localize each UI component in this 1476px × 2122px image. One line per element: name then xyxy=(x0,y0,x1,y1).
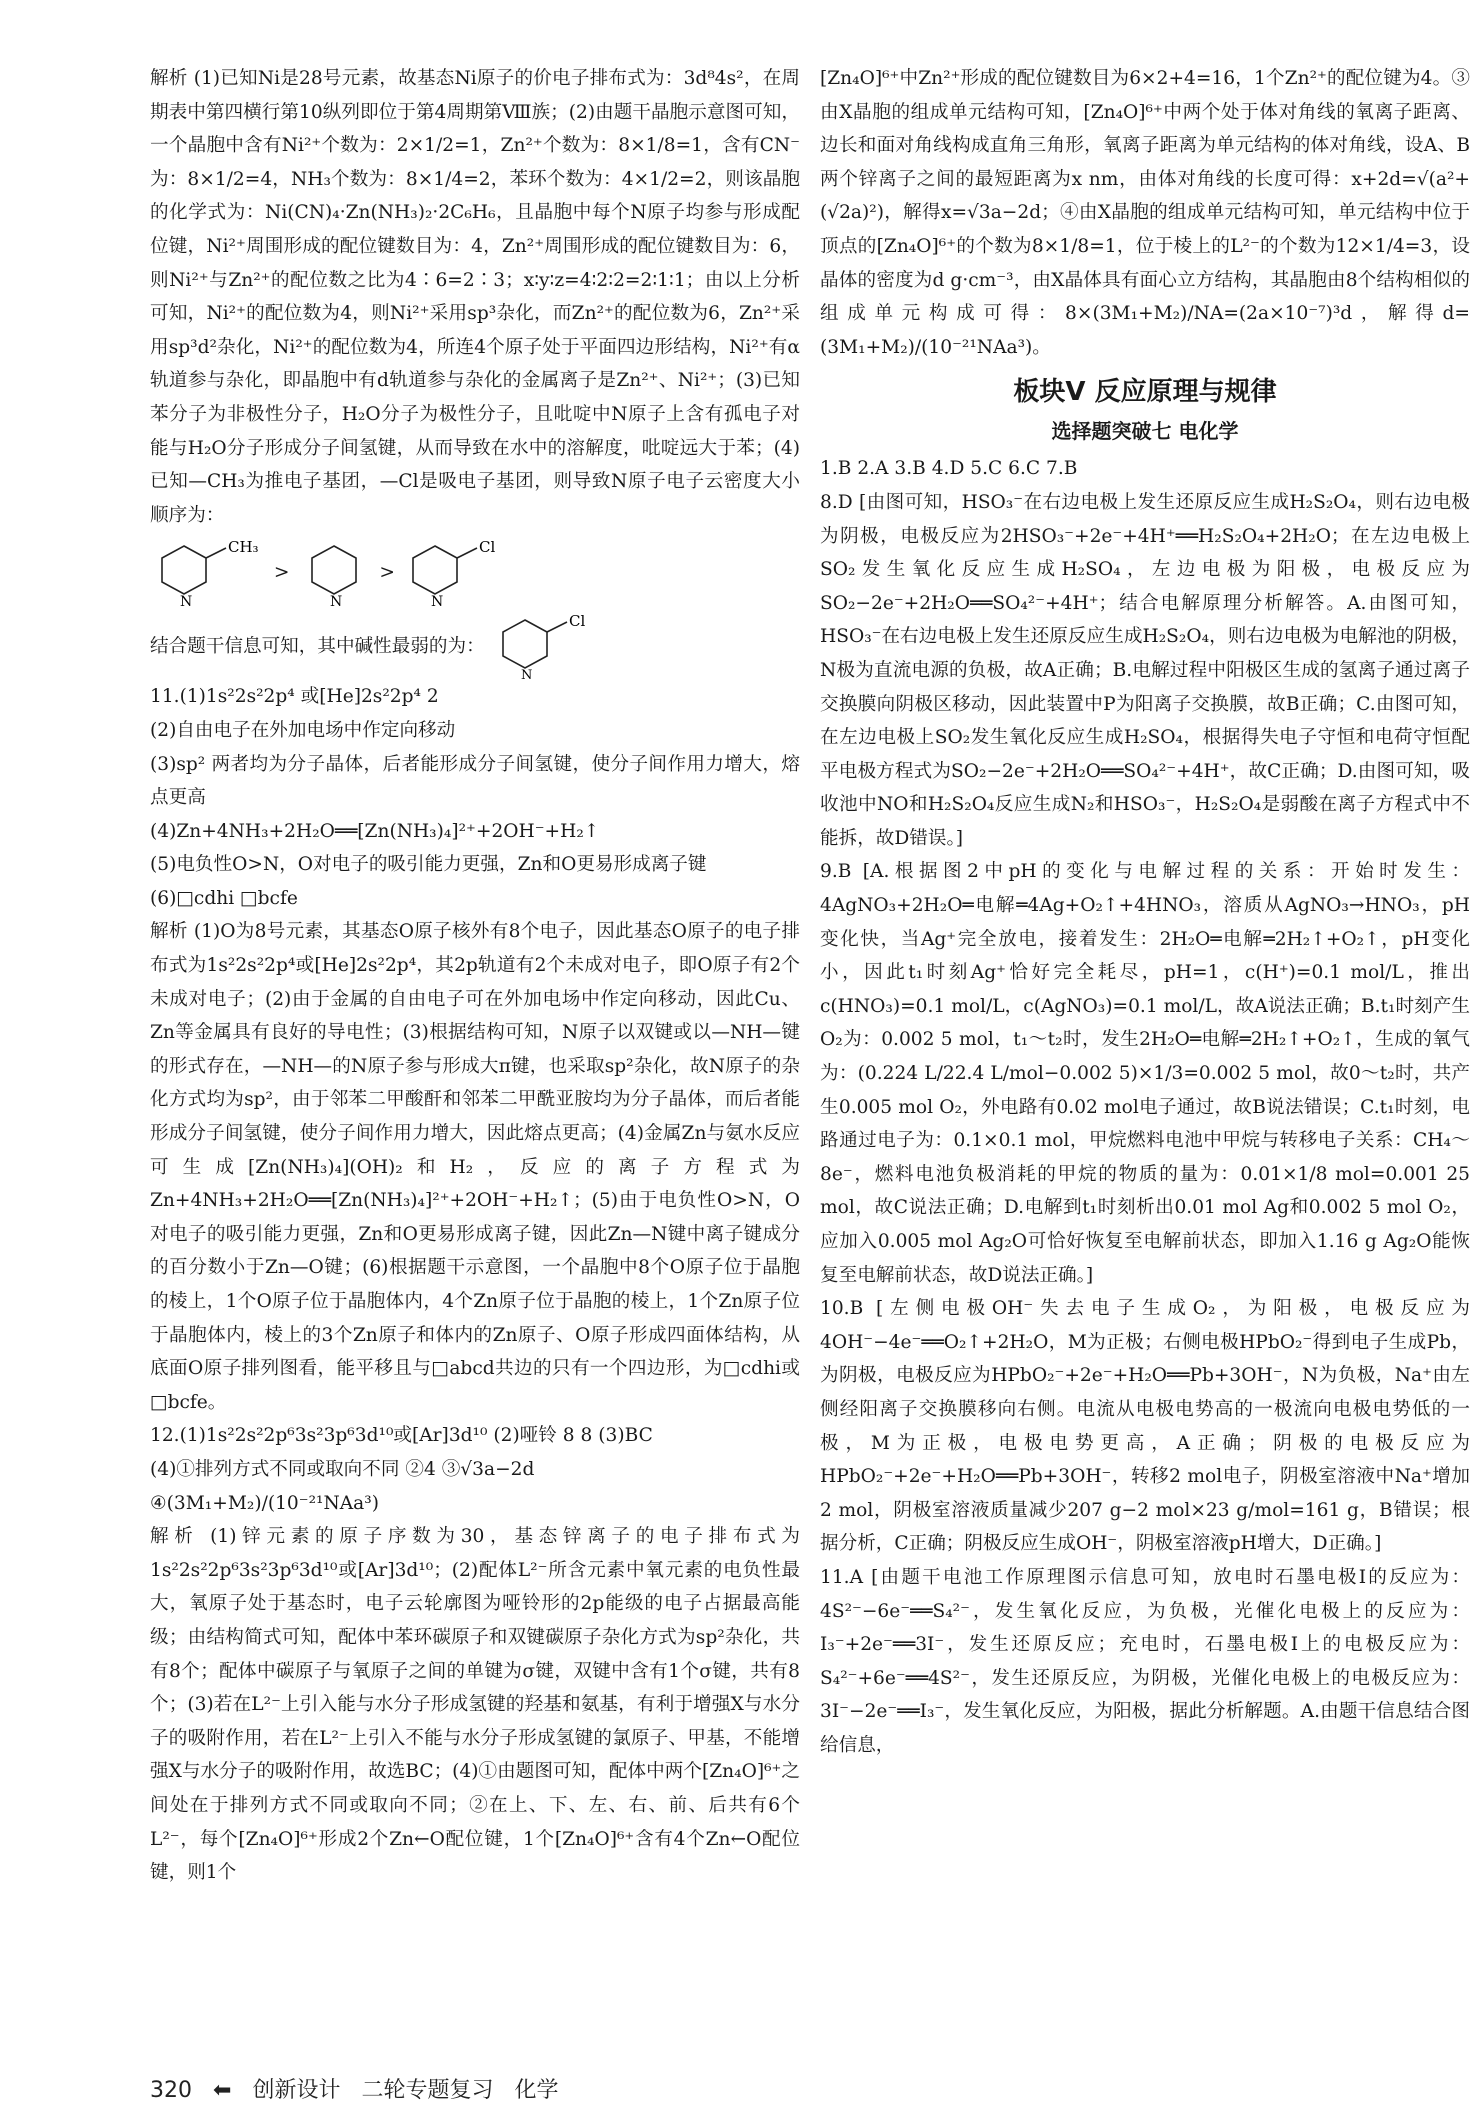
svg-text:Cl: Cl xyxy=(568,614,585,631)
weakest-base-line: 结合题干信息可知，其中碱性最弱的为： Cl N xyxy=(150,614,800,680)
answer-11-1: 11.(1)1s²2s²2p⁴ 或[He]2s²2p⁴ 2 xyxy=(150,686,439,708)
analysis-12-paragraph: 解析 (1)锌元素的原子序数为30，基态锌离子的电子排布式为1s²2s²2p⁶3s²3p⁶3d¹⁰或[Ar]3d¹⁰；(2)配体L²⁻所含元素中氧元素的电负性最大，氧原子处于基态时，电子云轮廓图为哑铃形的2p能级的电子占据最高能级；由结构简式可知，配体中苯环碳原子和双键碳原子杂化方式为sp²杂化，共有8个；配体中碳原子与氧原子之间的单键为σ键，双键中含有1个σ键，共有8个；(3)若在L²⁻上引入能与水分子形成氢键的羟基和氨基，有利于增强X与水分子的吸附作用，若在L²⁻上引入不能与水分子形成氢键的氯原子、甲基，不能增强X与水分子的吸附作用，故选BC；(4)①由题图可知，配体中两个[Zn₄O]⁶⁺之间处在于排列方式不同或取向不同；②在上、下、左、右、前、后共有6个L²⁻，每个[Zn₄O]⁶⁺形成2个Zn←O配位键，1个[Zn₄O]⁶⁺含有4个Zn←O配位键，则1个 xyxy=(150,1526,800,1884)
svg-text:CH₃: CH₃ xyxy=(228,538,259,557)
svg-text:Cl: Cl xyxy=(478,538,496,557)
page-footer xyxy=(150,2076,572,2106)
svg-text:N: N xyxy=(430,594,444,609)
pyridine-structure-icon xyxy=(299,538,369,608)
answer-8: 8.D [由图可知，HSO₃⁻在右边电极上发生还原反应生成H₂S₂O₄，则右边电极为阴极，电极反应为2HSO₃⁻+2e⁻+4H⁺══H₂S₂O₄+2H₂O；在左边电极上SO₂发生氧化反应生成H₂SO₄，左边电极为阳极，电极反应为SO₂−2e⁻+2H₂O══SO₄²⁻+4H⁺；结合电解原理分析解答。A.由图可知，HSO₃⁻在右边电极上发生还原反应生成H₂S₂O₄，则右边电极为电解池的阴极，N极为直流电源的负极，故A正确；B.电解过程中阳极区生成的氢离子通过离子交换膜向阴极区移动，因此装置中P为阳离子交换膜，故B正确；C.由图可知，在左边电极上SO₂发生氧化反应生成H₂SO₄，根据得失电子守恒和电荷守恒配平电极方程式为SO₂−2e⁻+2H₂O══SO₄²⁻+4H⁺，故C正确；D.由图可知，吸收池中NO和H₂S₂O₄反应生成N₂和HSO₃⁻，H₂S₂O₄是弱酸在离子方程式中不能拆，故D错误。] xyxy=(820,491,1470,849)
answer-12-2: (4)①排列方式不同或取向不同 ②4 ③√3a−2d xyxy=(150,1458,535,1480)
svg-text:N: N xyxy=(180,594,193,609)
choice-answers: 1.B 2.A 3.B 4.D 5.C 6.C 7.B xyxy=(820,458,1078,480)
section-title: 板块Ⅴ 反应原理与规律 xyxy=(1013,377,1277,408)
answer-9: 9.B [A.根据图2中pH的变化与电解过程的关系：开始时发生：4AgNO₃+2H₂O═电解═4Ag+O₂↑+4HNO₃，溶质从AgNO₃→HNO₃，pH变化快，当Ag⁺完全放电，接着发生：2H₂O═电解═2H₂↑+O₂↑，pH变化小，因此t₁时刻Ag⁺恰好完全耗尽，pH=1，c(H⁺)=0.1 mol/L，推出c(HNO₃)=0.1 mol/L，c(AgNO₃)=0.1 mol/L，故A说法正确；B.t₁时刻产生O₂为：0.002 5 mol，t₁～t₂时，发生2H₂O═电解═2H₂↑+O₂↑，生成的氧气为：(0.224 L/22.4 L/mol−0.002 5)×1/3=0.002 5 mol，故0～t₂时，共产生0.005 mol O₂，外电路有0.02 mol电子通过，故B说法错误；C.t₁时刻，电路通过电子为：0.1×0.1 mol，甲烷燃料电池中甲烷与转移电子关系：CH₄～8e⁻，燃料电池负极消耗的甲烷的物质的量为：0.01×1/8 mol=0.001 25 mol，故C说法正确；D.电解到t₁时刻析出0.01 mol Ag和0.002 5 mol O₂，应加入0.005 mol Ag₂O可恰好恢复至电解前状态，即加入1.16 g Ag₂O能恢复至电解前状态，故D说法正确。] xyxy=(820,861,1470,1286)
answer-11: 11.A [由题干电池工作原理图示信息可知，放电时石墨电极Ⅰ的反应为：4S²⁻−6e⁻══S₄²⁻，发生氧化反应，为负极，光催化电极上的反应为：I₃⁻+2e⁻══3I⁻，发生还原反应；充电时，石墨电极Ⅰ上的电极反应为：S₄²⁻+6e⁻══4S²⁻，发生还原反应，为阴极，光催化电极上的电极反应为：3I⁻−2e⁻══I₃⁻，发生氧化反应，为阳极，据此分析解题。A.由题干信息结合图给信息， xyxy=(820,1566,1470,1756)
chloropyridine-structure-icon xyxy=(405,538,505,608)
subsection-title: 选择题突破七 电化学 xyxy=(1051,419,1239,444)
answer-11-4: (4)Zn+4NH₃+2H₂O══[Zn(NH₃)₄]²⁺+2OH⁻+H₂↑ xyxy=(150,820,600,842)
weakest-base-structure-icon xyxy=(495,614,595,680)
pyridine-order-figure: CH₃ N > N > Cl N xyxy=(150,538,800,608)
answer-12-3: ④(3M₁+M₂)/(10⁻²¹NAa³) xyxy=(150,1492,379,1514)
left-column xyxy=(150,62,800,1890)
answer-10: 10.B [左侧电极OH⁻失去电子生成O₂，为阳极，电极反应为4OH⁻−4e⁻══O₂↑+2H₂O，M为正极；右侧电极HPbO₂⁻得到电子生成Pb，为阴极，电极反应为HPbO₂⁻+2e⁻+H₂O══Pb+3OH⁻，N为负极，Na⁺由左侧经阳离子交换膜移向右侧。电流从电极电势高的一极流向电极电势低的一极，M为正极，电极电势更高，A正确；阴极的电极反应为HPbO₂⁻+2e⁻+H₂O══Pb+3OH⁻，转移2 mol电子，阴极室溶液中Na⁺增加2 mol，阴极室溶液质量减少207 g−2 mol×23 g/mol=161 g，B错误；根据分析，C正确；阴极反应生成OH⁻，阴极室溶液pH增大，D正确。] xyxy=(820,1298,1470,1555)
answer-11-6: (6)□cdhi □bcfe xyxy=(150,887,298,909)
svg-text:N: N xyxy=(330,594,343,609)
book-series: 二轮专题复习 xyxy=(361,2078,494,2103)
book-title: 创新设计 xyxy=(252,2078,341,2103)
book-subject: 化学 xyxy=(514,2078,559,2103)
analysis-10-paragraph: 解析 (1)已知Ni是28号元素，故基态Ni原子的价电子排布式为：3d⁸4s²，在周期表中第四横行第10纵列即位于第4周期第Ⅷ族；(2)由题干晶胞示意图可知，一个晶胞中含有Ni²⁺个数为：2×1/2=1，Zn²⁺个数为：8×1/8=1，含有CN⁻为：8×1/2=4，NH₃个数为：8×1/4=2，苯环个数为：4×1/2=2，则该晶胞的化学式为：Ni(CN)₄·Zn(NH₃)₂·2C₆H₆，且晶胞中每个N原子均参与形成配位键，Ni²⁺周围形成的配位键数目为：4，Zn²⁺周围形成的配位键数目为：6，则Ni²⁺与Zn²⁺的配位数之比为4∶6=2∶3；x∶y∶z=4∶2∶2=2∶1∶1；由以上分析可知，Ni²⁺的配位数为4，则Ni²⁺采用sp³杂化，而Zn²⁺的配位数为6，Zn²⁺采用sp³d²杂化，Ni²⁺的配位数为4，所连4个原子处于平面四边形结构，Ni²⁺有α轨道参与杂化，即晶胞中有d轨道参与杂化的金属离子是Zn²⁺、Ni²⁺；(3)已知苯分子为非极性分子，H₂O分子为极性分子，且吡啶中N原子上含有孤电子对能与H₂O分子形成分子间氢键，从而导致在水中的溶解度，吡啶远大于苯；(4)已知—CH₃为推电子基团，—Cl是吸电子基团，则导致N原子电子云密度大小顺序为： xyxy=(150,68,800,526)
svg-text:N: N xyxy=(520,668,532,681)
answer-11-5: (5)电负性O>N，O对电子的吸引能力更强，Zn和O更易形成离子键 xyxy=(150,854,707,876)
right-column xyxy=(820,62,1470,1763)
analysis-11-paragraph: 解析 (1)O为8号元素，其基态O原子核外有8个电子，因此基态O原子的电子排布式为1s²2s²2p⁴或[He]2s²2p⁴，其2p轨道有2个未成对电子，即O原子有2个未成对电子；(2)由于金属的自由电子可在外加电场中作定向移动，因此Cu、Zn等金属具有良好的导电性；(3)根据结构可知，N原子以双键或以—NH—键的形式存在，—NH—的N原子参与形成大π键，也采取sp²杂化，故N原子的杂化方式均为sp²，由于邻苯二甲酸酐和邻苯二甲酰亚胺均为分子晶体，而后者能形成分子间氢键，使分子间作用力增大，因此熔点更高；(4)金属Zn与氨水反应可生成[Zn(NH₃)₄](OH)₂和H₂，反应的离子方程式为Zn+4NH₃+2H₂O══[Zn(NH₃)₄]²⁺+2OH⁻+H₂↑；(5)由于电负性O>N，O对电子的吸引能力更强，Zn和O更易形成离子键，因此Zn—N键中离子键成分的百分数小于Zn—O键；(6)根据题干示意图，一个晶胞中8个O原子位于晶胞的棱上，1个O原子位于晶胞体内，4个Zn原子位于晶胞的棱上，1个Zn原子位于晶胞体内，棱上的3个Zn原子和体内的Zn原子、O原子形成四面体结构，从底面O原子排列图看，能平移且与□abcd共边的只有一个四边形，为□cdhi或□bcfe。 xyxy=(150,921,800,1413)
answer-11-2: (2)自由电子在外加电场中作定向移动 xyxy=(150,719,456,741)
answer-12-1: 12.(1)1s²2s²2p⁶3s²3p⁶3d¹⁰或[Ar]3d¹⁰ (2)哑铃 8 8 (3)BC xyxy=(150,1425,653,1447)
analysis-12-continued: [Zn₄O]⁶⁺中Zn²⁺形成的配位键数目为6×2+4=16，1个Zn²⁺的配位键为4。③由X晶胞的组成单元结构可知，[Zn₄O]⁶⁺中两个处于体对角线的氧离子距离、边长和面对角线构成直角三角形，氧离子距离为单元结构的体对角线，设A、B两个锌离子之间的最短距离为x nm，由体对角线的长度可得：x+2d=√(a²+(√2a)²)，解得x=√3a−2d；④由X晶胞的组成单元结构可知，单元结构中位于顶点的[Zn₄O]⁶⁺的个数为8×1/8=1，位于棱上的L²⁻的个数为12×1/4=3，设晶体的密度为d g·cm⁻³，由X晶体具有面心立方结构，其晶胞由8个结构相似的组成单元构成可得：8×(3M₁+M₂)/NA=(2a×10⁻⁷)³d，解得d=(3M₁+M₂)/(10⁻²¹NAa³)。 xyxy=(820,68,1470,358)
page-number: 320 xyxy=(150,2078,192,2103)
left-arrow-icon: ⬅ xyxy=(213,2078,232,2103)
answer-11-3: (3)sp² 两者均为分子晶体，后者能形成分子间氢键，使分子间作用力增大，熔点更高 xyxy=(150,753,800,809)
methylpyridine-structure-icon xyxy=(154,538,264,608)
